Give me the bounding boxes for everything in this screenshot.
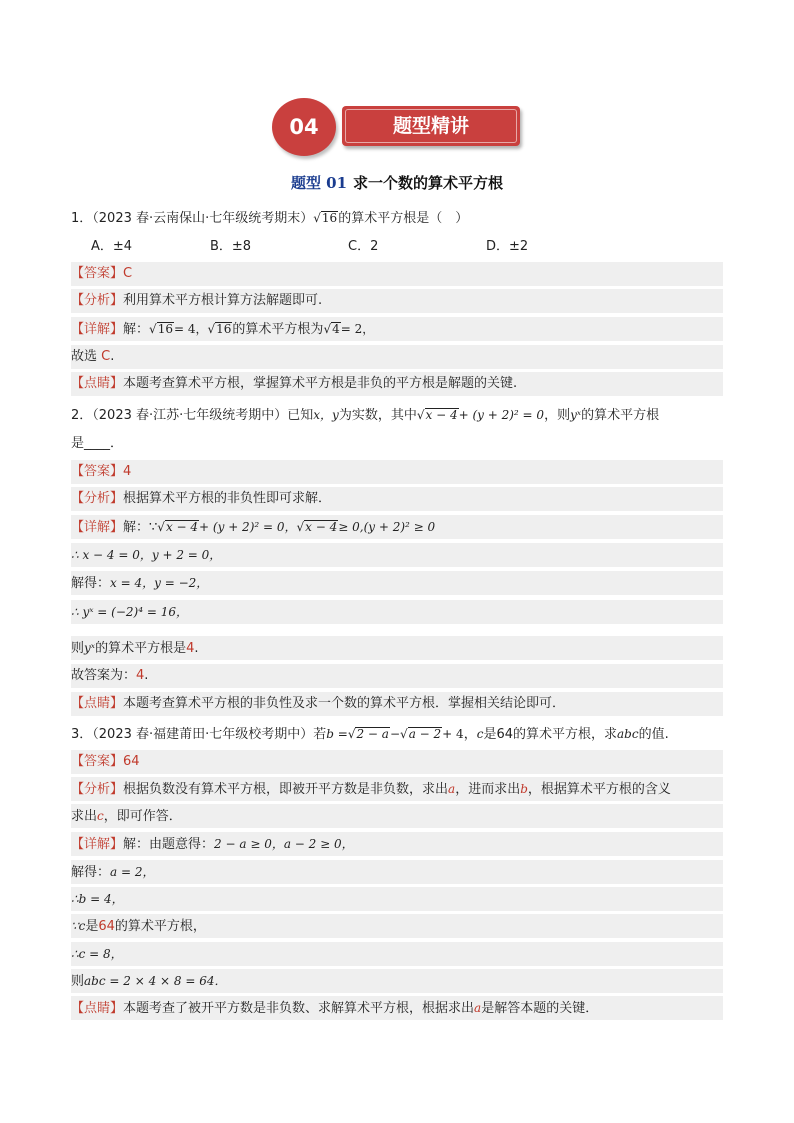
sqrt-symbol: √ [149, 322, 157, 336]
q2-step-5-period: . [144, 668, 149, 683]
q2-step-5-lead: 故答案为： [71, 668, 137, 683]
q3-detail-lead: 解：由题意得： [123, 837, 215, 852]
q3-analysis-e: ，即可作答． [103, 809, 182, 824]
q3-step-3-64: 64 [98, 919, 115, 934]
q1-answer [71, 262, 723, 286]
q3-tail: 的算术平方根，求 [513, 727, 618, 742]
q2-answer [71, 460, 723, 484]
q2-eq-rest: + (y + 2)² = 0 [458, 408, 545, 422]
q1-point [71, 372, 723, 396]
q3-var-c: c [97, 809, 104, 823]
q3-answer [71, 750, 723, 774]
answer-tag: 【答案】 [71, 754, 124, 769]
q2-step-5-value: 4 [136, 668, 145, 683]
q1-point-text: 本题考查算术平方根，掌握算术平方根是非负的平方根是解题的关键. [123, 376, 518, 391]
q3-radicand-1: 2 − a [356, 727, 389, 741]
q1-analysis [71, 289, 723, 313]
q3-answer-value: 64 [123, 754, 140, 769]
q2-step-2-eq: x = 4，y = −2， [110, 576, 209, 590]
q3-head: 3．（2023 春·福建莆田·七年级校考期中）若 [71, 727, 327, 742]
q1-detail [71, 317, 723, 341]
q1-radicand: 16 [321, 211, 338, 225]
analysis-tag: 【分析】 [71, 782, 124, 797]
q3-detail-eq: 2 − a ≥ 0，a − 2 ≥ 0， [214, 837, 354, 851]
q1-tail: 的算术平方根是（ ） [338, 211, 469, 226]
point-tag: 【点睛】 [71, 1001, 124, 1016]
point-tag: 【点睛】 [71, 376, 124, 391]
q3-step-5-eq: abc = 2 × 4 × 8 = 64． [84, 974, 227, 988]
section-heading: 求一个数的算术平方根 [353, 174, 504, 192]
q3-stem [71, 722, 723, 746]
q3-point [71, 996, 723, 1020]
q2-step-4-yx: yˣ [84, 641, 96, 655]
q3-analysis-cont [71, 804, 723, 828]
q3-var-b: b [520, 782, 528, 796]
q2-analysis [71, 487, 723, 511]
q2-step-4-mid: 的算术平方根是 [95, 641, 187, 656]
q2-step-4-period: . [194, 641, 199, 656]
sqrt-symbol: √ [207, 322, 216, 336]
q1-conclusion-period: . [110, 349, 115, 364]
sqrt-symbol: √ [296, 520, 305, 534]
q1-options [71, 235, 723, 259]
q3-point-var: a [474, 1001, 482, 1015]
q3-var-a: a [448, 782, 456, 796]
q3-abc: abc [617, 727, 639, 741]
sqrt-symbol: √ [347, 727, 356, 741]
sqrt-symbol: √ [416, 408, 425, 422]
q2-step-2 [71, 571, 723, 595]
q2-answer-value: 4 [123, 464, 132, 479]
q1-detail-radicand: 16 [157, 322, 173, 336]
q3-step-1 [71, 860, 723, 884]
q3-step-3-tail: 的算术平方根， [114, 919, 206, 934]
q3-analysis-d: 求出 [71, 809, 98, 824]
q3-eq-rest: + 4 [442, 727, 464, 741]
q2-point [71, 692, 723, 716]
q1-option-b: B．±8 [210, 239, 252, 254]
q3-step-2: ∴b = 4， [71, 887, 723, 911]
q3-point-a: 本题考查了被开平方数是非负数、求解算术平方根，根据求出 [123, 1001, 475, 1016]
banner-number: 04 [289, 115, 319, 139]
sqrt-symbol: √ [313, 211, 321, 225]
q1-detail-eq2: = 2， [340, 322, 375, 336]
q2-tail: ，则 [544, 408, 571, 423]
q2-step-4-lead: 则 [71, 641, 85, 656]
q2-detail-rest-2: ≥ 0,(y + 2)² ≥ 0 [338, 520, 436, 534]
detail-tag: 【详解】 [71, 322, 124, 337]
q1-stem [71, 206, 723, 230]
q3-minus: − [389, 727, 401, 741]
q1-conclusion-text: 故选 [71, 349, 102, 364]
section-tag: 题型 01 [290, 174, 348, 192]
q1-detail-radicand-2: 16 [216, 322, 232, 336]
q3-radicand-2: a − 2 [408, 727, 442, 741]
answer-tag: 【答案】 [71, 464, 124, 479]
q3-step-4: ∴c = 8， [71, 942, 723, 966]
q1-option-a: A．±4 [91, 239, 133, 254]
banner-title: 题型精讲 [392, 115, 469, 137]
q3-step-3-lead: ∵c [71, 919, 86, 933]
q2-detail [71, 515, 723, 539]
q2-point-text: 本题考查算术平方根的非负性及求一个数的算术平方根．掌握相关结论即可． [123, 696, 566, 711]
q3-64: 64 [496, 727, 513, 742]
sqrt-symbol: √ [400, 727, 408, 741]
q2-step-4-value: 4 [186, 641, 195, 656]
q3-eq-lhs: b = [326, 727, 348, 741]
q2-stem [71, 403, 723, 427]
q3-analysis-a: 根据负数没有算术平方根，即被开平方数是非负数，求出 [123, 782, 449, 797]
sqrt-symbol: √ [323, 322, 332, 336]
q1-conclusion [71, 345, 723, 369]
q1-option-d: D．±2 [486, 239, 529, 254]
detail-tag: 【详解】 [71, 837, 124, 852]
q3-step-1-lead: 解得： [71, 865, 111, 880]
q1-detail-radicand-3: 4 [332, 322, 340, 336]
q2-tail2: 的算术平方根 [581, 408, 660, 423]
q3-comma: ， [463, 727, 477, 742]
q3-c: c [476, 727, 484, 741]
q3-analysis-c: ，根据算术平方根的含义 [527, 782, 671, 797]
q1-option-c: C．2 [348, 239, 379, 254]
q1-analysis-text: 利用算术平方根计算方法解题即可. [123, 293, 323, 308]
q3-analysis-b: ，进而求出 [455, 782, 521, 797]
sqrt-symbol: √ [157, 520, 165, 534]
q3-step-1-eq: a = 2， [110, 865, 155, 879]
q3-step-3 [71, 914, 723, 938]
q2-vars: x，y [313, 408, 339, 422]
section-banner [272, 96, 524, 160]
point-tag: 【点睛】 [71, 696, 124, 711]
q2-head: 2．（2023 春·江苏·七年级统考期中）已知 [71, 408, 314, 423]
q3-tail2: 的值. [638, 727, 669, 742]
q2-step-3: ∴ yˣ = (−2)⁴ = 16， [71, 600, 723, 624]
q2-yx: yˣ [570, 408, 582, 422]
q2-mid: 为实数，其中 [338, 408, 417, 423]
q3-step-5 [71, 969, 723, 993]
section-title [0, 172, 794, 193]
q3-detail [71, 832, 723, 856]
q1-conclusion-choice: C [101, 349, 111, 364]
detail-tag: 【详解】 [71, 520, 124, 535]
q2-step-1: ∴ x − 4 = 0，y + 2 = 0， [71, 543, 723, 567]
q1-head: 1．（2023 春·云南保山·七年级统考期末） [71, 211, 314, 226]
q2-stem-cont: 是____． [71, 436, 124, 451]
q2-detail-radicand: x − 4 [165, 520, 199, 534]
q3-is: 是 [483, 727, 497, 742]
q1-answer-value: C [123, 266, 133, 281]
q2-step-5 [71, 664, 723, 688]
analysis-tag: 【分析】 [71, 491, 124, 506]
q1-detail-eq1: = 4， [173, 322, 208, 336]
q2-analysis-text: 根据算术平方根的非负性即可求解． [123, 491, 332, 506]
q3-point-b: 是解答本题的关键． [481, 1001, 599, 1016]
banner-title-box [342, 106, 520, 146]
banner-number-badge [272, 98, 336, 156]
analysis-tag: 【分析】 [71, 293, 124, 308]
q3-analysis [71, 777, 723, 801]
q3-step-3-is: 是 [85, 919, 99, 934]
answer-tag: 【答案】 [71, 266, 124, 281]
q3-step-5-lead: 则 [71, 974, 85, 989]
q2-step-4 [71, 636, 723, 660]
q2-detail-rest: + (y + 2)² = 0， [199, 520, 297, 534]
q1-detail-mid: 的算术平方根为 [232, 322, 324, 337]
q2-step-2-lead: 解得： [71, 576, 111, 591]
q1-detail-lead: 解： [123, 322, 150, 337]
q2-detail-lead: 解：∵ [123, 520, 158, 535]
q2-detail-radicand-2: x − 4 [305, 520, 338, 534]
q2-eq-radicand: x − 4 [425, 408, 458, 422]
